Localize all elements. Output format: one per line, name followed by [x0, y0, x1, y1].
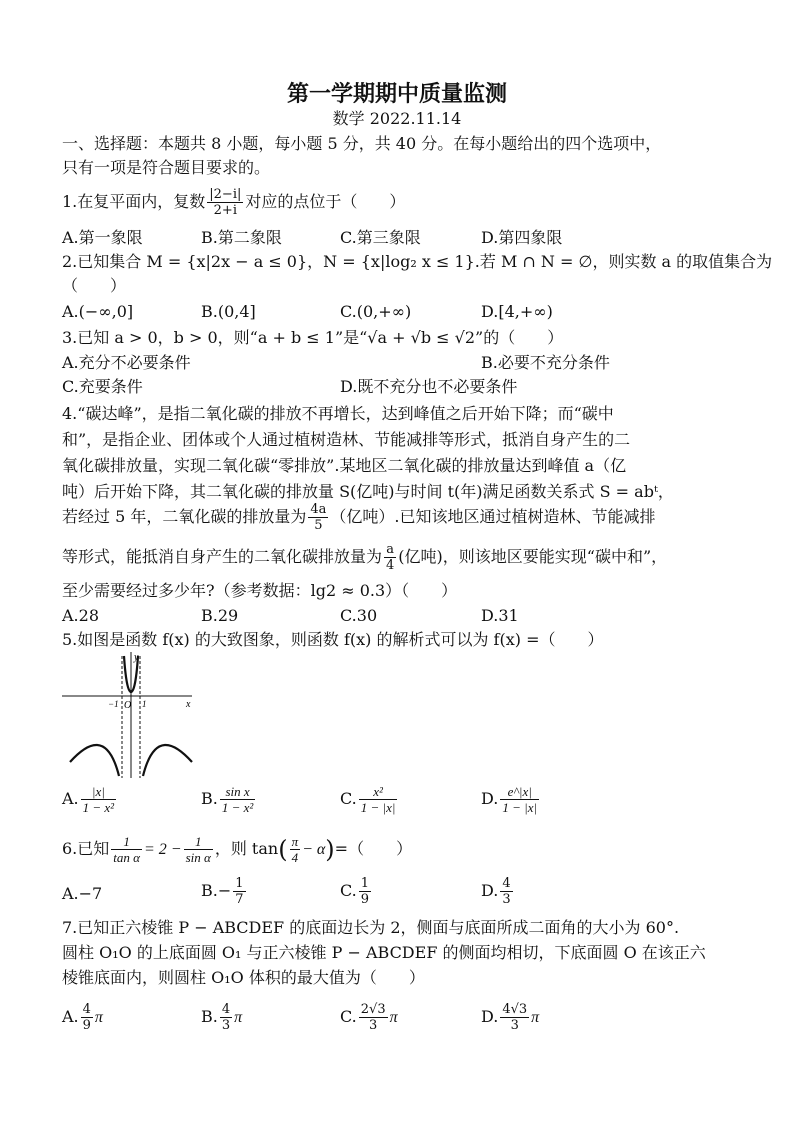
q7-option-b: [201, 1000, 242, 1035]
q5-c-num: x²: [359, 784, 398, 800]
q1-fraction: [207, 187, 243, 218]
question-5: 5.如图是函数 f(x) 的大致图象，则函数 f(x) 的解析式可以为 f(x) =（ ）: [62, 630, 604, 649]
q7-d-pi: π: [531, 1009, 540, 1026]
q7-b-label: B.: [201, 1007, 218, 1026]
q6-f3-den: 4: [291, 850, 299, 865]
q5-d-label: D.: [481, 789, 499, 808]
q7-line3: 棱锥底面内，则圆柱 O₁O 体积的最大值为（ ）: [62, 968, 425, 987]
q6-a-val: −7: [78, 884, 103, 903]
q4-line6: [62, 540, 667, 574]
q4-l6-num: a: [384, 542, 396, 558]
q7-option-d: [481, 1000, 539, 1035]
q6-a-label: A.: [62, 884, 79, 903]
q5-option-d: [481, 782, 541, 816]
q6-option-d: [481, 874, 515, 908]
section-intro-line1: 一、选择题：本题共 8 小题，每小题 5 分，共 40 分。在每小题给出的四个选项中，: [62, 134, 662, 153]
q7-d-num: 4√3: [502, 1002, 528, 1017]
q6-c-label: C.: [340, 881, 357, 900]
q6-b-num: 1: [235, 876, 244, 891]
q6-b-den: 7: [235, 892, 244, 907]
q5-option-b: [201, 782, 257, 816]
q3-option-d: D.既不充分也不必要条件: [340, 377, 518, 396]
q4-line1: 4.“碳达峰”，是指二氧化碳的排放不再增长，达到峰值之后开始下降；而“碳中: [62, 404, 614, 423]
q7-a-label: A.: [62, 1007, 79, 1026]
q1-den: 2+i: [213, 203, 237, 218]
graph-left-branch: [70, 745, 119, 776]
q7-line2: 圆柱 O₁O 的上底面圆 O₁ 与正六棱锥 P − ABCDEF 的侧面均相切，下底面圆 O 在该正六: [62, 943, 706, 962]
q2-option-c: C.(0,+∞): [340, 302, 412, 321]
q3-option-a: A.充分不必要条件: [62, 353, 191, 372]
q6-c-den: 9: [360, 892, 370, 907]
page-subtitle: 数学 2022.11.14: [332, 109, 462, 128]
q6-f3-num: π: [291, 834, 299, 849]
q7-c-den: 3: [369, 1018, 378, 1033]
q4-line5: [62, 500, 655, 534]
q5-option-a: [62, 782, 118, 816]
q7-a-den: 9: [82, 1018, 91, 1033]
q1-post: 对应的点位于（ ）: [245, 192, 406, 211]
q1-option-b: B.第二象限: [201, 228, 282, 247]
q4-line7: 至少需要经过多少年?（参考数据：lg2 ≈ 0.3）（ ）: [62, 581, 458, 600]
q7-d-den: 3: [510, 1018, 519, 1033]
q7-c-label: C.: [340, 1007, 357, 1026]
q7-option-c: [340, 1000, 398, 1035]
q5-b-den: 1 − x²: [221, 800, 254, 815]
q5-c-label: C.: [340, 789, 357, 808]
q4-l5-den: 5: [314, 518, 323, 533]
q6-option-b: [201, 874, 248, 908]
q7-c-pi: π: [389, 1009, 398, 1026]
page-title: 第一学期期中质量监测: [286, 81, 507, 107]
q6-pre: 6.已知: [62, 839, 110, 858]
q1-pre: 1.在复平面内，复数: [62, 192, 206, 211]
q2-option-b: B.(0,4]: [201, 302, 256, 321]
q5-b-num: sin x: [220, 784, 255, 800]
q5-option-c: [340, 782, 399, 816]
q2-option-a: A.(−∞,0]: [62, 302, 134, 321]
q6-option-a: [62, 884, 102, 904]
q6-option-c: [340, 874, 373, 908]
graph-tick-neg1: −1: [108, 699, 119, 709]
q4-l5-num: 4a: [310, 502, 327, 517]
q5-a-label: A.: [62, 789, 79, 808]
q2-paren: （ ）: [62, 276, 127, 295]
q1-option-c: C.第三象限: [340, 228, 421, 247]
q4-option-b: B.29: [201, 606, 239, 625]
q5-b-label: B.: [201, 789, 218, 808]
q4-line3: 氧化碳排放量，实现二氧化碳“零排放”.某地区二氧化碳的排放量达到峰值 a（亿: [62, 456, 627, 475]
graph-y-label: y: [134, 652, 139, 663]
q3-option-c: C.充要条件: [62, 377, 143, 396]
q5-d-den: 1 − |x|: [502, 800, 538, 815]
q4-line4: 吨）后开始下降，其二氧化碳的排放量 S(亿吨)与时间 t(年)满足函数关系式 S = abᵗ，: [62, 482, 674, 501]
q6-f2-den: sin α: [185, 850, 211, 865]
q7-b-pi: π: [234, 1009, 243, 1026]
q4-line6-pre: 等形式，能抵消自身产生的二氧化碳排放量为: [62, 547, 383, 566]
graph-right-branch: [143, 745, 192, 776]
graph-origin-label: O: [124, 700, 132, 711]
q6-f2-num: 1: [184, 834, 213, 850]
q6-post: =（ ）: [334, 839, 413, 858]
q5-a-num: |x|: [81, 784, 116, 800]
q4-option-a: A.28: [62, 606, 99, 625]
q7-a-num: 4: [82, 1002, 91, 1017]
q4-fraction-4a5: [308, 502, 328, 533]
q6-b-label: B.−: [201, 881, 232, 900]
q4-line2: 和”，是指企业、团体或个人通过植树造林、节能减排等形式，抵消自身产生的二: [62, 430, 631, 449]
q1-num: |2−i|: [209, 187, 242, 202]
q6-d-label: D.: [481, 881, 499, 900]
q5-d-num: e^|x|: [500, 784, 539, 800]
graph-x-label: x: [186, 699, 191, 710]
graph-tick-pos1: 1: [142, 699, 147, 709]
q6-then: ，则 tan: [214, 839, 279, 858]
q7-a-pi: π: [94, 1009, 103, 1026]
q6-c-num: 1: [360, 876, 370, 891]
q5-function-graph: [58, 650, 198, 780]
q4-line5-post: （亿吨）.已知该地区通过植树造林、节能减排: [330, 507, 656, 526]
section-intro-line2: 只有一项是符合题目要求的。: [62, 158, 271, 177]
question-1: [62, 186, 405, 218]
q7-d-label: D.: [481, 1007, 499, 1026]
q6-f1-num: 1: [111, 834, 142, 850]
question-3: 3.已知 a > 0，b > 0，则“a + b ≤ 1”是“√a + √b ≤ √2”的（ ）: [62, 328, 564, 347]
q7-b-num: 4: [221, 1002, 231, 1017]
q4-l6-den: 4: [386, 558, 395, 573]
q1-option-a: A.第一象限: [62, 228, 143, 247]
question-2: 2.已知集合 M = {x|2x − a ≤ 0}，N = {x|log₂ x ≤ 1}.若 M ∩ N = ∅，则实数 a 的取值集合为: [62, 252, 773, 271]
q5-c-den: 1 − |x|: [360, 800, 396, 815]
q4-option-c: C.30: [340, 606, 378, 625]
q4-line6-post: (亿吨)，则该地区要能实现“碳中和”，: [398, 547, 668, 566]
q6-tail: − α: [302, 841, 326, 858]
q7-line1: 7.已知正六棱锥 P − ABCDEF 的底面边长为 2，侧面与底面所成二面角的大小为 60°.: [62, 918, 680, 937]
q7-option-a: [62, 1000, 103, 1035]
q6-f1-den: tan α: [113, 850, 140, 865]
q4-option-d: D.31: [481, 606, 519, 625]
q6-mid: = 2 −: [143, 841, 182, 858]
q4-line5-pre: 若经过 5 年，二氧化碳的排放量为: [62, 507, 307, 526]
q6-d-den: 3: [502, 892, 511, 907]
question-6: 6.已知 $\frac{1}{\text{tan α}}$ = 2 − $\frac{1}{\text{sin α}}$ ，则 tan( $\frac{\pi}{4}$ − α)=（ ）: [62, 834, 413, 865]
q3-option-b: B.必要不充分条件: [481, 353, 610, 372]
q7-c-num: 2√3: [360, 1002, 386, 1017]
q6-d-num: 4: [502, 876, 511, 891]
q1-option-d: D.第四象限: [481, 228, 563, 247]
q7-b-den: 3: [221, 1018, 231, 1033]
q2-option-d: D.[4,+∞): [481, 302, 553, 321]
q5-a-den: 1 − x²: [82, 800, 115, 815]
q4-fraction-a4: [384, 542, 396, 573]
